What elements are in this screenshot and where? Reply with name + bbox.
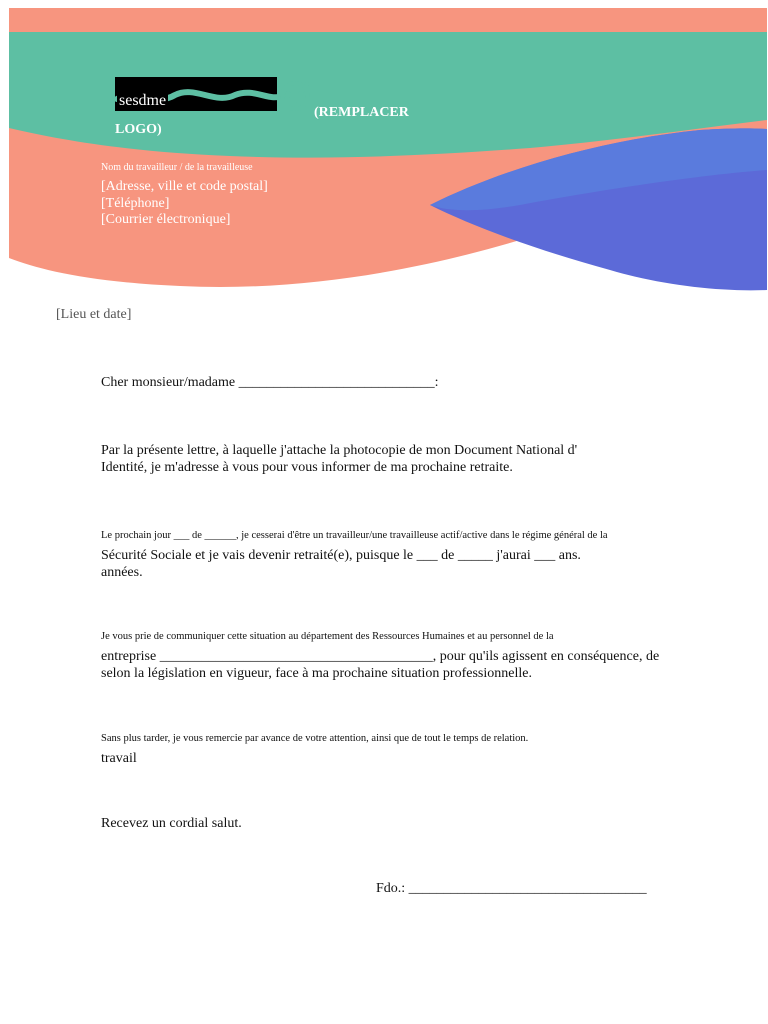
paragraph-2-line1: Le prochain jour ___ de ______, je cesserai d'être un travailleur/une travailleuse actif/active dans le régime général de la [101, 530, 608, 541]
paragraph-4-line2: travail [101, 751, 137, 766]
phone-field[interactable]: [Téléphone] [101, 196, 170, 211]
signature-line[interactable]: Fdo.: __________________________________ [376, 881, 647, 896]
paragraph-2-line3: années. [101, 565, 143, 580]
paragraph-1 [101, 442, 681, 476]
paragraph-4-line1: Sans plus tarder, je vous remercie par avance de votre attention, ainsi que de tout le temps de relation. [101, 733, 529, 744]
place-date-field[interactable]: [Lieu et date] [56, 307, 132, 322]
paragraph-1-line2: Identité, je m'adresse à vous pour vous informer de ma prochaine retraite. [101, 460, 513, 475]
paragraph-2 [101, 527, 681, 581]
salutation: Cher monsieur/madame ____________________________: [101, 375, 439, 390]
closing: Recevez un cordial salut. [101, 816, 242, 831]
paragraph-3-line3: selon la législation en vigueur, face à ma prochaine situation professionnelle. [101, 666, 532, 681]
address-field[interactable]: [Adresse, ville et code postal] [101, 179, 268, 194]
logo-text: sesdme [119, 92, 167, 109]
worker-name: Nom du travailleur / de la travailleuse [101, 162, 253, 173]
paragraph-3 [101, 628, 681, 682]
email-field[interactable]: [Courrier électronique] [101, 212, 231, 227]
paragraph-3-line1: Je vous prie de communiquer cette situation au département des Ressources Humaines et au personnel de la [101, 631, 554, 642]
logo-placeholder-line1: (REMPLACER [314, 105, 409, 120]
paragraph-4 [101, 730, 681, 767]
header-background [0, 0, 768, 300]
paragraph-2-line2: Sécurité Sociale et je vais devenir retraité(e), puisque le ___ de _____ j'aurai ___ ans. [101, 548, 581, 563]
paragraph-3-line2: entreprise _______________________________________, pour qu'ils agissent en conséquence, de [101, 649, 660, 664]
top-coral-strip [9, 8, 767, 32]
paragraph-1-line1: Par la présente lettre, à laquelle j'attache la photocopie de mon Document National d' [101, 443, 578, 458]
logo-placeholder-line2: LOGO) [115, 122, 162, 137]
